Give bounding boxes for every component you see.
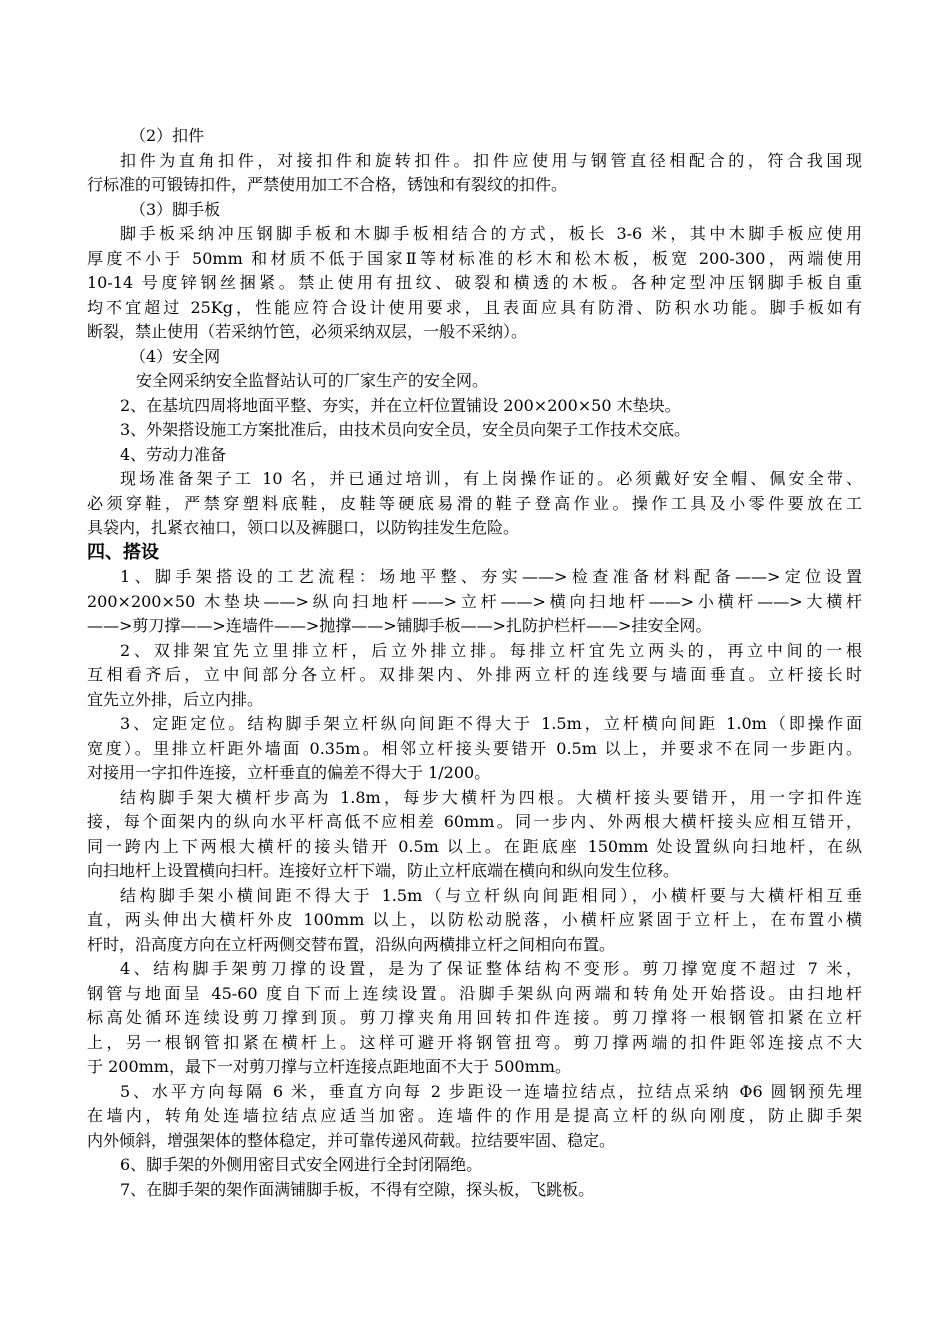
- paragraph-line: 2、双排架宜先立里排立杆，后立外排立排。每排立杆宜先立两头的，再立中间的一根: [120, 640, 862, 660]
- paragraph-line: 对接用一字扣件连接，立杆垂直的偏差不得大于 1/200。: [87, 763, 491, 782]
- paragraph-line: 宜先立外排，后立内排。: [87, 689, 264, 709]
- paragraph-line: 安全网采纳安全监督站认可的厂家生产的安全网。: [136, 371, 489, 390]
- list-item: 6、脚手架的外侧用密目式安全网进行全封闭隔绝。: [120, 1155, 483, 1174]
- paragraph-line: 1、脚手架搭设的工艺流程：场地平整、夯实——>检查准备材料配备——>定位设置: [120, 567, 862, 586]
- paragraph-line: 扣件为直角扣件，对接扣件和旋转扣件。扣件应使用与钢管直径相配合的，符合我国现: [120, 150, 862, 170]
- paragraph-line: 直，两头伸出大横杆外皮 100mm 以上，以防松动脱落，小横杆应紧固于立杆上，在布置小横: [87, 910, 862, 929]
- subheading-fastener: （2）扣件: [130, 126, 205, 145]
- paragraph-line: 结构脚手架大横杆步高为 1.8m，每步大横杆为四根。大横杆接头要错开，用一字扣件连: [120, 787, 862, 807]
- subheading-safety-net: （4）安全网: [130, 346, 221, 366]
- paragraph-line: 必须穿鞋，严禁穿塑料底鞋，皮鞋等硬底易滑的鞋子登高作业。操作工具及小零件要放在工: [87, 493, 862, 513]
- list-item: 3、外架搭设施工方案批准后，由技术员向安全员，安全员向架子工作技术交底。: [120, 420, 691, 439]
- subheading-scaffold-board: （3）脚手板: [130, 199, 221, 219]
- paragraph-line: 于 200mm，最下一对剪刀撑与立杆连接点距地面不大于 500mm。: [87, 1057, 571, 1076]
- paragraph-line: 4、结构脚手架剪刀撑的设置，是为了保证整体结构不变形。剪刀撑宽度不超过 7 米，: [120, 959, 862, 978]
- paragraph-line: 钢管与地面呈 45-60 度自下而上连续设置。沿脚手架纵向两端和转角处开始搭设。由扫地杆: [87, 983, 862, 1003]
- list-item: 2、在基坑四周将地面平整、夯实，并在立杆位置铺设 200×200×50 木垫块。: [120, 395, 681, 415]
- paragraph-line: 厚度不小于 50mm 和材质不低于国家Ⅱ等材标准的杉木和松木板，板宽 200-300，两端使用: [87, 248, 862, 268]
- paragraph-line: 200×200×50 木垫块——>纵向扫地杆——>立杆——>横向扫地杆——>小横杆——>大横杆: [87, 591, 862, 611]
- paragraph-line: 上，另一根钢管扣紧在横杆上。这样可避开将钢管扭弯。剪刀撑两端的扣件距邻连接点不大: [87, 1032, 862, 1052]
- paragraph-line: 结构脚手架小横间距不得大于 1.5m（与立杆纵向间距相同），小横杆要与大横杆相互垂: [120, 885, 862, 905]
- paragraph-line: 互相看齐后，立中间部分各立杆。双排架内、外排两立杆的连线要与墙面垂直。立杆接长时: [87, 665, 862, 684]
- paragraph-line: 脚手板采纳冲压钢脚手板和木脚手板相结合的方式，板长 3-6 米，其中木脚手板应使用: [120, 224, 862, 243]
- paragraph-line: 接，每个面架内的纵向水平杆高低不应相差 60mm。同一步内、外两根大横杆接头应相互错开，: [87, 812, 862, 831]
- paragraph-line: 具袋内，扎紧衣袖口，领口以及裤腿口，以防钩挂发生危险。: [87, 518, 520, 537]
- paragraph-line: 行标准的可锻铸扣件，严禁使用加工不合格，锈蚀和有裂纹的扣件。: [87, 175, 568, 194]
- paragraph-line: 向扫地杆上设置横向扫杆。连接好立杆下端，防止立杆底端在横向和纵向发生位移。: [87, 861, 680, 880]
- paragraph-line: 现场准备架子工 10 名，并已通过培训，有上岗操作证的。必须戴好安全帽、佩安全带、: [120, 469, 862, 488]
- paragraph-line: ——>剪刀撑——>连墙件——>抛撑——>铺脚手板——>扎防护栏杆——>挂安全网。: [87, 616, 712, 635]
- paragraph-line: 同一跨内上下两根大横杆的接头错开 0.5m 以上。在距底座 150mm 处设置纵向扫地杆，在纵: [87, 836, 862, 856]
- paragraph-line: 内外倾斜，增强架体的整体稳定，并可靠传递风荷载。拉结要牢固、稳定。: [87, 1130, 616, 1150]
- section-heading: 四、搭设: [87, 541, 159, 563]
- paragraph-line: 宽度）。里排立杆距外墙面 0.35m。相邻立杆接头要错开 0.5m 以上，并要求不在同一步距内。: [87, 738, 862, 758]
- list-item: 4、劳动力准备: [120, 444, 227, 464]
- paragraph-line: 10-14 号度锌钢丝捆紧。禁止使用有扭纹、破裂和横透的木板。各种定型冲压钢脚手板自重: [87, 273, 862, 292]
- paragraph-line: 杆时，沿高度方向在立杆两侧交替布置，沿纵向两横排立杆之间相向布置。: [87, 934, 616, 954]
- paragraph-line: 3、定距定位。结构脚手架立杆纵向间距不得大于 1.5m，立杆横向间距 1.0m（即操作面: [120, 714, 862, 733]
- paragraph-line: 均不宜超过 25Kg，性能应符合设计使用要求，且表面应具有防滑、防积水功能。脚手板如有: [87, 297, 862, 317]
- paragraph-line: 在墙内，转角处连墙拉结点应适当加密。连墙件的作用是提高立杆的纵向刚度，防止脚手架: [87, 1106, 862, 1125]
- document-body: [87, 124, 862, 1202]
- list-item: 7、在脚手架的架作面满铺脚手板，不得有空隙，探头板，飞跳板。: [120, 1179, 595, 1199]
- paragraph-line: 标高处循环连续设剪刀撑到顶。剪刀撑夹角用回转扣件连接。剪刀撑将一根钢管扣紧在立杆: [87, 1008, 862, 1027]
- paragraph-line: 断裂，禁止使用（若采纳竹笆，必须采纳双层，一般不采纳）。: [87, 322, 528, 341]
- paragraph-line: 5、水平方向每隔 6 米，垂直方向每 2 步距设一连墙拉结点，拉结点采纳 Φ6 圆钢预先埋: [120, 1081, 862, 1101]
